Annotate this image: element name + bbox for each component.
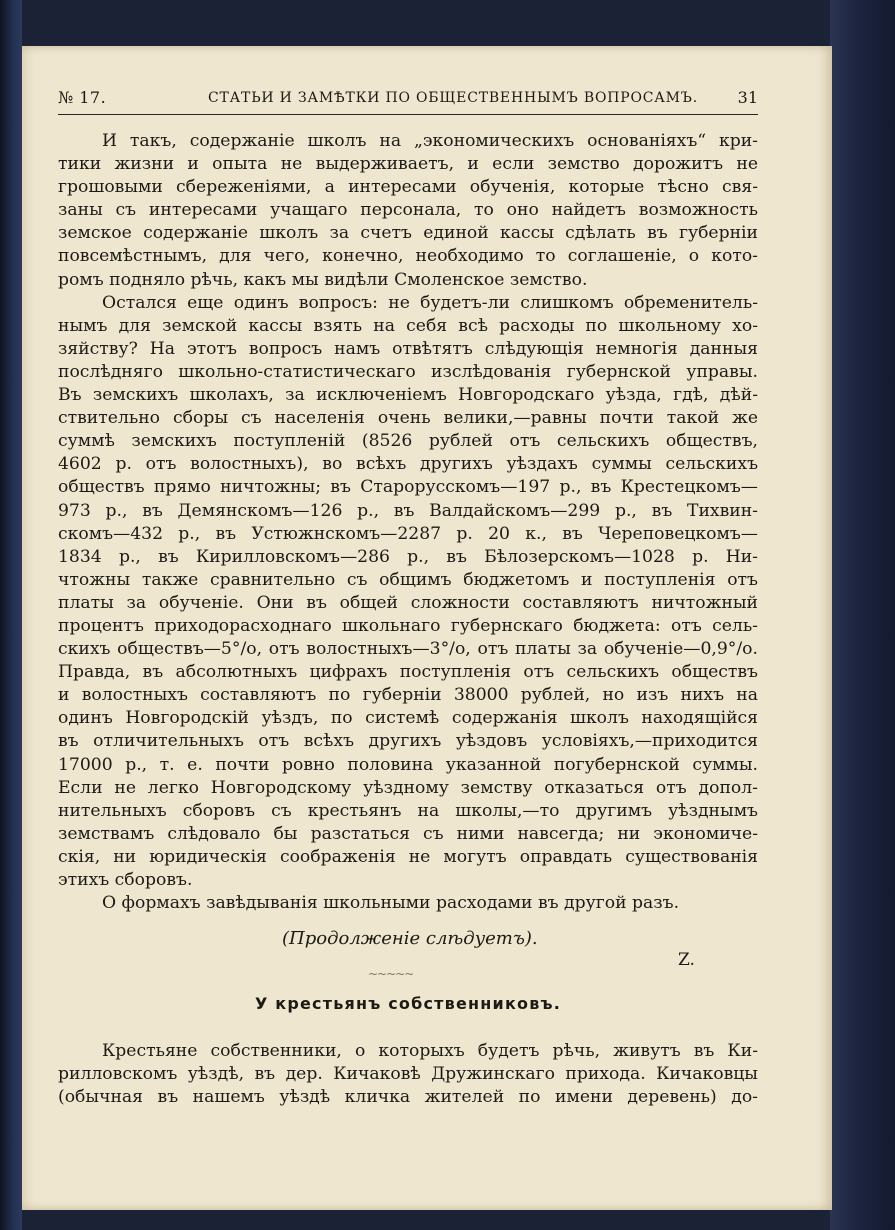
text-line: 17000 р., т. е. почти ровно половина указанной погубернской суммы. bbox=[58, 754, 758, 775]
paragraph-1 bbox=[58, 130, 758, 292]
text-line: земское содержаніе школъ за счетъ единой кассы сдѣлать въ губерніи bbox=[58, 223, 758, 244]
text-line: Въ земскихъ школахъ, за исключеніемъ Новгородскаго уѣзда, гдѣ, дѣй- bbox=[58, 385, 758, 406]
text-line: рилловскомъ уѣздѣ, въ дер. Кичаковѣ Дружинскаго прихода. Кичаковцы bbox=[58, 1064, 758, 1085]
text-line: повсемѣстнымъ, для чего, конечно, необходимо то соглашеніе, о кото- bbox=[58, 246, 758, 267]
text-line: скихъ обществъ—5°/о, отъ волостныхъ—3°/о, отъ платы за обученіе—0,9°/о. bbox=[58, 639, 758, 660]
section-divider: ~~~~~ bbox=[368, 967, 414, 981]
section-body bbox=[58, 1040, 758, 1109]
text-line: суммѣ земскихъ поступленій (8526 рублей отъ сельскихъ обществъ, bbox=[58, 431, 758, 452]
text-line: ствительно сборы съ населенія очень велики,—равны почти такой же bbox=[58, 408, 758, 429]
text-line: 973 р., въ Демянскомъ—126 р., въ Валдайскомъ—299 р., въ Тихвин- bbox=[58, 500, 758, 521]
paragraph-3 bbox=[58, 892, 758, 915]
running-title: СТАТЬИ И ЗАМѢТКИ ПО ОБЩЕСТВЕННЫМЪ ВОПРОСАМЪ. bbox=[208, 90, 698, 106]
text-line: въ отличительныхъ отъ всѣхъ другихъ уѣздовъ условіяхъ,—приходится bbox=[58, 731, 758, 752]
paragraph-2 bbox=[58, 292, 758, 892]
running-header bbox=[58, 86, 758, 115]
text-line: ромъ подняло рѣчь, какъ мы видѣли Смоленское земство. bbox=[58, 269, 588, 290]
article-body bbox=[58, 130, 758, 915]
text-line: грошовыми сбереженіями, а интересами обученія, которые тѣсно свя- bbox=[58, 177, 758, 198]
issue-number: № 17. bbox=[58, 88, 107, 107]
text-line: этихъ сборовъ. bbox=[58, 870, 193, 890]
text-line: Крестьяне собственники, о которыхъ будетъ рѣчь, живутъ въ Ки- bbox=[102, 1041, 758, 1061]
book-spine bbox=[0, 0, 22, 1230]
text-line: послѣдняго школьно-статистическаго изслѣдованія губернской управы. bbox=[58, 361, 758, 382]
section-title: У крестьянъ собственниковъ. bbox=[254, 994, 562, 1013]
text-line: земствамъ слѣдовало бы разстаться съ ними навсегда; ни экономиче- bbox=[58, 823, 758, 844]
continuation-note: (Продолженіе слѣдуетъ). bbox=[282, 928, 538, 949]
text-line: нительныхъ сборовъ съ крестьянъ на школы,—то другимъ уѣзднымъ bbox=[58, 800, 758, 821]
text-line: одинъ Новгородскій уѣздъ, по системѣ содержанія школъ находящійся bbox=[58, 708, 758, 729]
book-cover-edge bbox=[830, 0, 895, 1230]
text-line: и волостныхъ составляютъ по губерніи 38000 рублей, но изъ нихъ на bbox=[58, 685, 758, 706]
text-line: Правда, въ абсолютныхъ цифрахъ поступленія отъ сельскихъ обществъ bbox=[58, 662, 758, 683]
text-line: 1834 р., въ Кирилловскомъ—286 р., въ Бѣлозерскомъ—1028 р. Ни- bbox=[58, 546, 758, 567]
text-line: чтожны также сравнительно съ общимъ бюджетомъ и поступленія отъ bbox=[58, 569, 758, 590]
text-line: платы за обученіе. Они въ общей сложности составляютъ ничтожный bbox=[58, 592, 758, 613]
text-line: И такъ, содержаніе школъ на „экономическихъ основаніяхъ“ кри- bbox=[102, 131, 758, 151]
text-line: скія, ни юридическія соображенія не могутъ оправдать существованія bbox=[58, 846, 758, 867]
page-number: 31 bbox=[737, 88, 758, 107]
paragraph-4 bbox=[58, 1040, 758, 1109]
text-line: О формахъ завѣдыванія школьными расходами въ другой разъ. bbox=[102, 893, 680, 914]
text-line: скомъ—432 р., въ Устюжнскомъ—2287 р. 20 к., въ Череповецкомъ— bbox=[58, 523, 758, 544]
text-line: процентъ приходорасходнаго школьнаго губернскаго бюджета: отъ сель- bbox=[58, 615, 758, 636]
text-line: Остался еще одинъ вопросъ: не будетъ-ли слишкомъ обременитель- bbox=[102, 292, 758, 313]
text-line: нымъ для земской кассы взять на себя всѣ расходы по школьному хо- bbox=[58, 315, 758, 336]
text-line: (обычная въ нашемъ уѣздѣ кличка жителей по имени деревень) до- bbox=[58, 1087, 758, 1108]
text-line: тики жизни и опыта не выдерживаетъ, и если земство дорожитъ не bbox=[58, 154, 758, 175]
text-line: Если не легко Новгородскому уѣздному земству отказаться отъ допол- bbox=[58, 777, 758, 798]
text-line: заны съ интересами учащаго персонала, то оно найдетъ возможность bbox=[58, 200, 758, 221]
author-signature: Z. bbox=[678, 950, 695, 970]
text-line: обществъ прямо ничтожны; въ Старорусскомъ—197 р., въ Крестецкомъ— bbox=[58, 477, 758, 498]
text-line: 4602 р. отъ волостныхъ), во всѣхъ другихъ уѣздахъ суммы сельскихъ bbox=[58, 454, 758, 475]
book-page bbox=[22, 46, 832, 1210]
text-line: зяйству? На этотъ вопросъ намъ отвѣтятъ слѣдующія немногія данныя bbox=[58, 338, 758, 359]
